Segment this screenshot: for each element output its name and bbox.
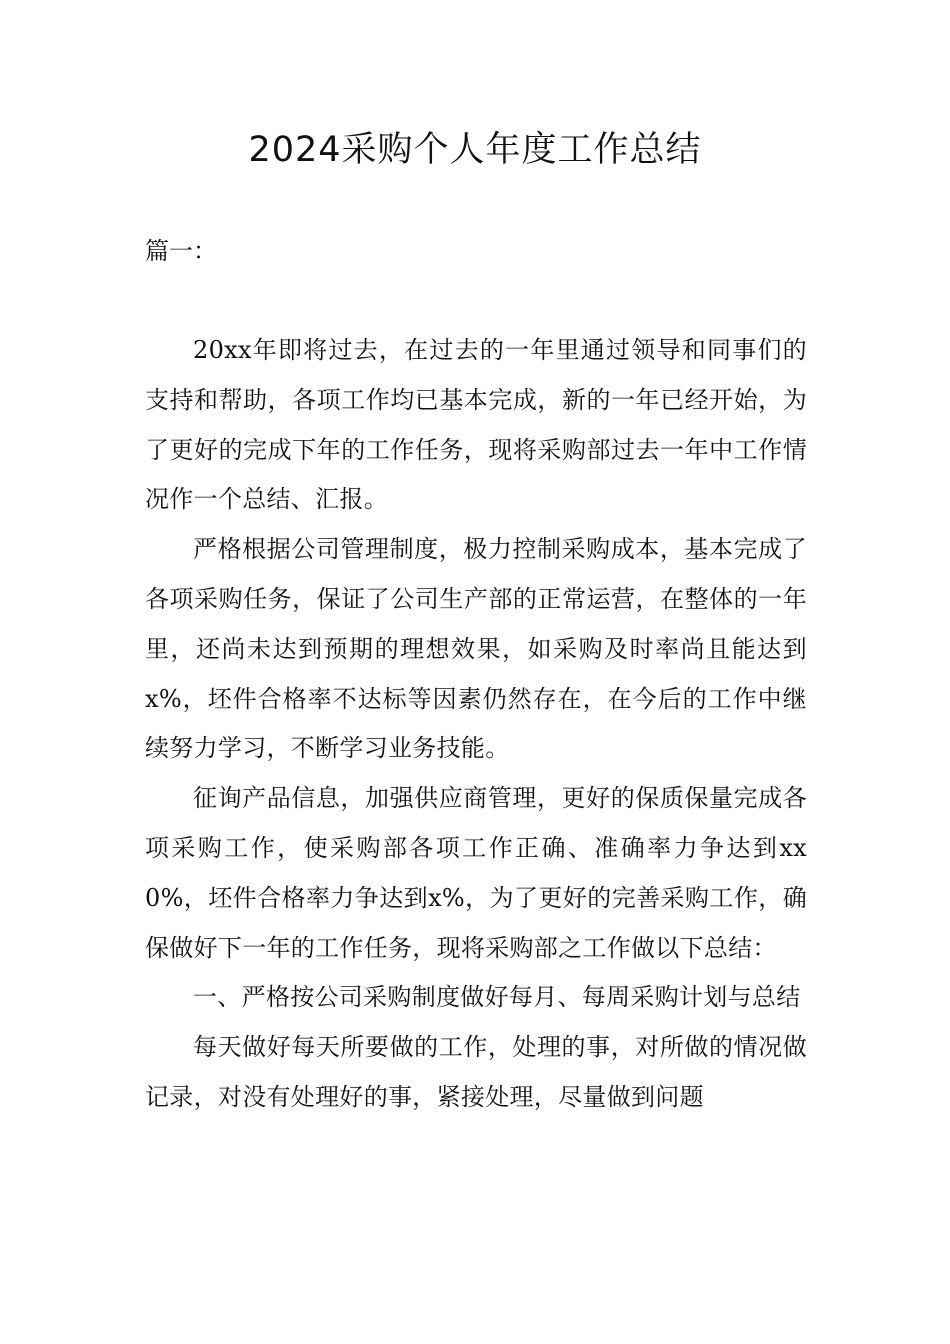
paragraph-cost-control: 严格根据公司管理制度，极力控制采购成本，基本完成了各项采购任务，保证了公司生产部的正常运营，在整体的一年里，还尚未达到预期的理想效果，如采购及时率尚且能达到x%，坯件合格率不达标等因素仍然存在，在今后的工作中继续努力学习，不断学习业务技能。 xyxy=(145,535,807,763)
paragraph-heading-one: 一、严格按公司采购制度做好每月、每周采购计划与总结 xyxy=(193,983,801,1012)
paragraph-supplier-management: 征询产品信息，加强供应商管理，更好的保质保量完成各项采购工作，使采购部各项工作正确、准确率力争达到xx0%，坯件合格率力争达到x%，为了更好的完善采购工作，确保做好下一年的工作任务，现将采购部之工作做以下总结： xyxy=(145,784,807,962)
section-label: 篇一： xyxy=(145,237,217,265)
document-body xyxy=(145,326,807,1123)
paragraph-intro: 20xx年即将过去，在过去的一年里通过领导和同事们的支持和帮助，各项工作均已基本完成，新的一年已经开始，为了更好的完成下年的工作任务，现将采购部过去一年中工作情况作一个总结、汇报。 xyxy=(145,336,807,514)
document-title: 2024采购个人年度工作总结 xyxy=(248,130,702,170)
paragraph-daily-work: 每天做好每天所要做的工作，处理的事，对所做的情况做记录，对没有处理好的事，紧接处理，尽量做到问题 xyxy=(145,1033,807,1111)
